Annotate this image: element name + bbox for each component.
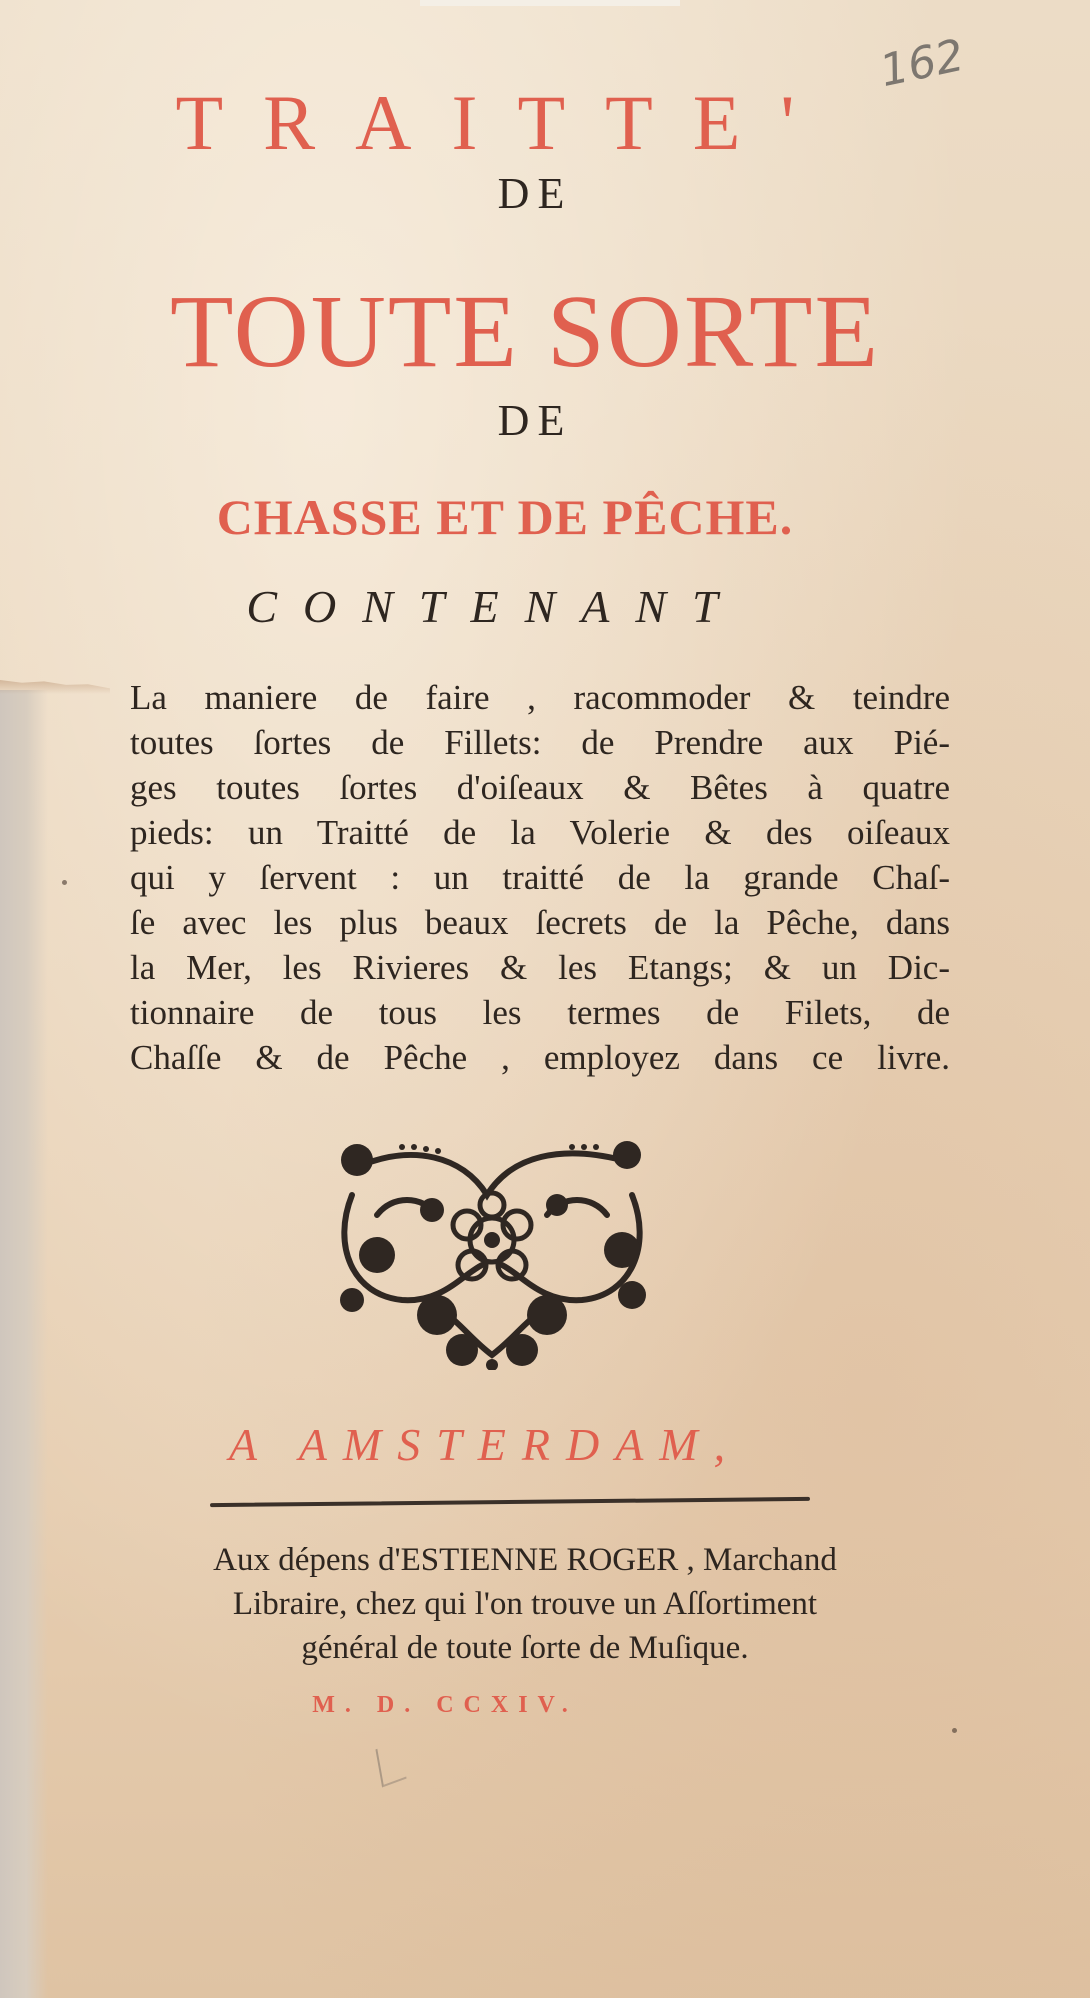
- description-line: pieds: un Traitté de la Volerie & des oiſeaux: [130, 813, 950, 852]
- description-line: toutes ſortes de Fillets: de Prendre aux Pié-: [130, 723, 950, 762]
- title-de-1: DE: [497, 169, 573, 218]
- description-line: la Mer, les Rivieres & les Etangs; & un Dic-: [130, 948, 950, 987]
- description-line: tionnaire de tous les termes de Filets, de: [130, 993, 950, 1032]
- contenant-heading: CONTENANT: [246, 581, 744, 632]
- imprint-line: général de toute ſorte de Muſique.: [301, 1630, 749, 1666]
- publication-date: M. D. CCXIV.: [312, 1692, 578, 1718]
- imprint-line: Aux dépens d'ESTIENNE ROGER , Marchand: [213, 1542, 837, 1578]
- description-line: ſe avec les plus beaux ſecrets de la Pêche, dans: [130, 903, 950, 942]
- pencil-shelfmark: 162: [875, 29, 969, 98]
- description-line: qui y ſervent : un traitté de la grande Chaſ-: [130, 858, 950, 897]
- page-tab: [420, 0, 680, 6]
- torn-left-margin: [0, 690, 48, 1998]
- description-paragraph: [130, 675, 950, 1080]
- paper-tear: [0, 680, 110, 694]
- description-line: La maniere de faire , racommoder & teindre: [130, 678, 950, 717]
- title-toute-sorte: TOUTE SORTE: [169, 274, 881, 389]
- ink-speck: [62, 880, 67, 885]
- pencil-tick-mark: [375, 1741, 406, 1788]
- title-traitte: TRAITTE': [175, 79, 835, 166]
- description-line: Chaſſe & de Pêche , employez dans ce livre.: [130, 1038, 950, 1077]
- title-de-2: DE: [497, 396, 573, 445]
- imprint-line: Libraire, chez qui l'on trouve un Aſſortiment: [232, 1586, 818, 1622]
- horizontal-rule: [210, 1497, 810, 1507]
- imprint: [100, 1538, 950, 1670]
- description-line: ges toutes ſortes d'oiſeaux & Bêtes à quatre: [130, 768, 950, 807]
- title-chasse-peche: CHASSE ET DE PÊCHE.: [216, 489, 794, 545]
- ink-speck: [952, 1728, 957, 1733]
- floral-ornament-icon: [322, 1125, 662, 1370]
- place-of-publication: A AMSTERDAM,: [228, 1419, 742, 1470]
